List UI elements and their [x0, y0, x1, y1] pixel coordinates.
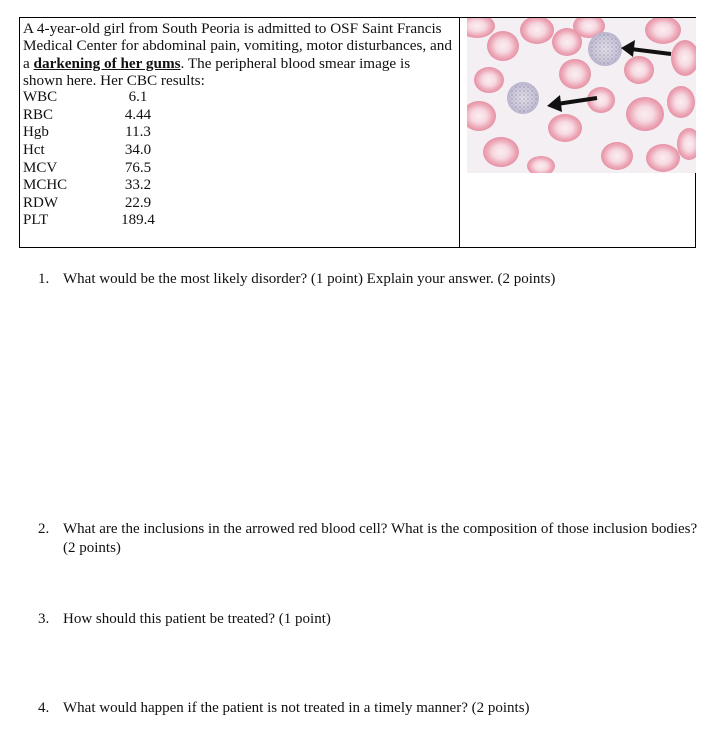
- cbc-value: 34.0: [124, 141, 152, 158]
- question-number: 2.: [38, 521, 50, 537]
- cbc-value: 189.4: [121, 212, 155, 229]
- cbc-row-hct: [23, 142, 453, 160]
- cbc-value: 4.44: [124, 106, 152, 123]
- cbc-label: MCV: [23, 159, 58, 176]
- cbc-row-rbc: [23, 107, 453, 125]
- cbc-label: Hct: [23, 141, 45, 158]
- cbc-label: RBC: [23, 106, 54, 123]
- cbc-label: RDW: [23, 194, 58, 211]
- question-text: What would be the most likely disorder? (1 point) Explain your answer. (2 points): [63, 271, 556, 287]
- case-cell: [23, 20, 453, 230]
- question-number: 4.: [38, 700, 50, 716]
- case-outro: . The peripheral blood smear image is shown here. Her CBC results:: [23, 54, 411, 89]
- cbc-value: 11.3: [125, 124, 151, 141]
- question-text: What are the inclusions in the arrowed red blood cell? What is the composition of those inclusion bodies? (2 points): [63, 521, 698, 556]
- question-text: How should this patient be treated? (1 point): [63, 611, 331, 627]
- cbc-row-rdw: [23, 195, 453, 213]
- cbc-label: MCHC: [23, 177, 68, 194]
- cbc-row-hgb: [23, 124, 453, 142]
- case-description: [23, 20, 453, 89]
- cbc-row-plt: [23, 212, 453, 230]
- cbc-value: 33.2: [124, 177, 152, 194]
- case-intro: A 4-year-old girl from South Peoria is admitted to OSF Saint Francis Medical Center for abdominal pain, vomiting, motor disturbances, and a: [23, 20, 452, 72]
- case-table: [19, 17, 696, 248]
- blood-smear-image: [467, 18, 696, 173]
- cbc-row-mcv: [23, 160, 453, 178]
- cbc-value: 76.5: [124, 159, 152, 176]
- cbc-results: [23, 89, 453, 230]
- cbc-row-mchc: [23, 177, 453, 195]
- question-text: What would happen if the patient is not treated in a timely manner? (2 points): [63, 700, 530, 716]
- cbc-value: 22.9: [124, 194, 152, 211]
- cbc-label: PLT: [23, 212, 49, 229]
- cbc-label: Hgb: [23, 124, 49, 141]
- cbc-row-wbc: [23, 89, 453, 107]
- cbc-label: WBC: [23, 89, 58, 106]
- table-divider: [459, 18, 460, 247]
- question-number: 3.: [38, 611, 50, 627]
- case-highlight: darkening of her gums: [33, 54, 181, 72]
- question-number: 1.: [38, 271, 50, 287]
- cbc-value: 6.1: [128, 89, 148, 106]
